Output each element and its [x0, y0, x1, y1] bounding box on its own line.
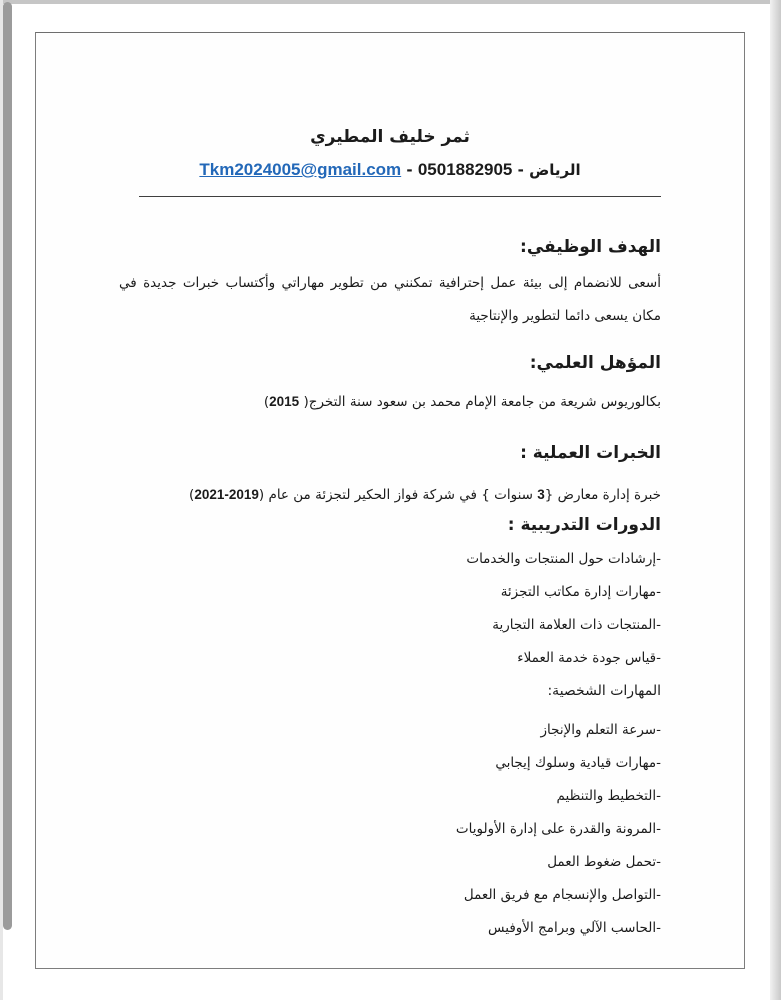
list-item: -التخطيط والتنظيم	[556, 788, 661, 804]
list-item: -مهارات قيادية وسلوك إيجابي	[495, 755, 661, 771]
list-item: -مهارات إدارة مكاتب التجزئة	[500, 584, 661, 600]
section-heading-education: المؤهل العلمي:	[529, 353, 661, 373]
list-item: -قياس جودة خدمة العملاء	[517, 650, 661, 666]
list-item: -المنتجات ذات العلامة التجارية	[492, 617, 661, 633]
experience-years-count: 3	[537, 487, 545, 502]
list-item: -التواصل والإنسجام مع فريق العمل	[463, 887, 661, 903]
viewer-top-edge	[0, 0, 781, 4]
list-item: -الحاسب الآلي وبرامج الأوفيس	[488, 920, 661, 936]
list-item: -إرشادات حول المنتجات والخدمات	[466, 551, 661, 567]
header-divider	[139, 196, 661, 197]
education-text	[119, 385, 661, 419]
contact-separator-2: -	[401, 161, 418, 179]
list-item: -سرعة التعلم والإنجاز	[540, 722, 661, 738]
courses-list	[119, 543, 661, 675]
contact-line	[119, 160, 661, 180]
contact-phone: 0501882905	[417, 160, 513, 179]
list-item: -المرونة والقدرة على إدارة الأولويات	[455, 821, 661, 837]
document-page	[35, 32, 745, 969]
contact-city: الرياض	[529, 161, 581, 179]
viewer-right-edge	[770, 0, 781, 1000]
experience-part-1: خبرة إدارة معارض {	[544, 487, 661, 503]
experience-close: )	[189, 487, 195, 503]
section-heading-courses: الدورات التدريبية :	[507, 515, 661, 535]
experience-text	[119, 478, 661, 512]
experience-year-range: 2019-2021	[194, 487, 259, 502]
experience-part-2: سنوات } في شركة فواز الحكير لتجزئة من عام (	[258, 487, 538, 503]
section-heading-objective: الهدف الوظيفي:	[520, 237, 661, 257]
contact-separator-1: -	[512, 161, 530, 179]
candidate-name: ثمر خليف المطيري	[310, 127, 470, 147]
email-link[interactable]: Tkm2024005@gmail.com	[199, 160, 402, 179]
scrollbar[interactable]	[3, 2, 12, 930]
graduation-year: 2015	[269, 394, 300, 409]
section-heading-skills: المهارات الشخصية:	[547, 683, 661, 699]
objective-text: أسعى للانضمام إلى بيئة عمل إحترافية تمكنني من تطوير مهاراتي وأكتساب خبرات جديدة في مكان يسعى دائما لتطوير والإنتاجية	[119, 275, 661, 324]
list-item: -تحمل ضغوط العمل	[547, 854, 661, 870]
skills-list	[119, 714, 661, 945]
section-heading-experience: الخبرات العملية :	[520, 443, 661, 463]
education-close: )	[263, 394, 270, 410]
education-degree: بكالوريوس شريعة من جامعة الإمام محمد بن سعود سنة التخرج(	[299, 394, 661, 410]
